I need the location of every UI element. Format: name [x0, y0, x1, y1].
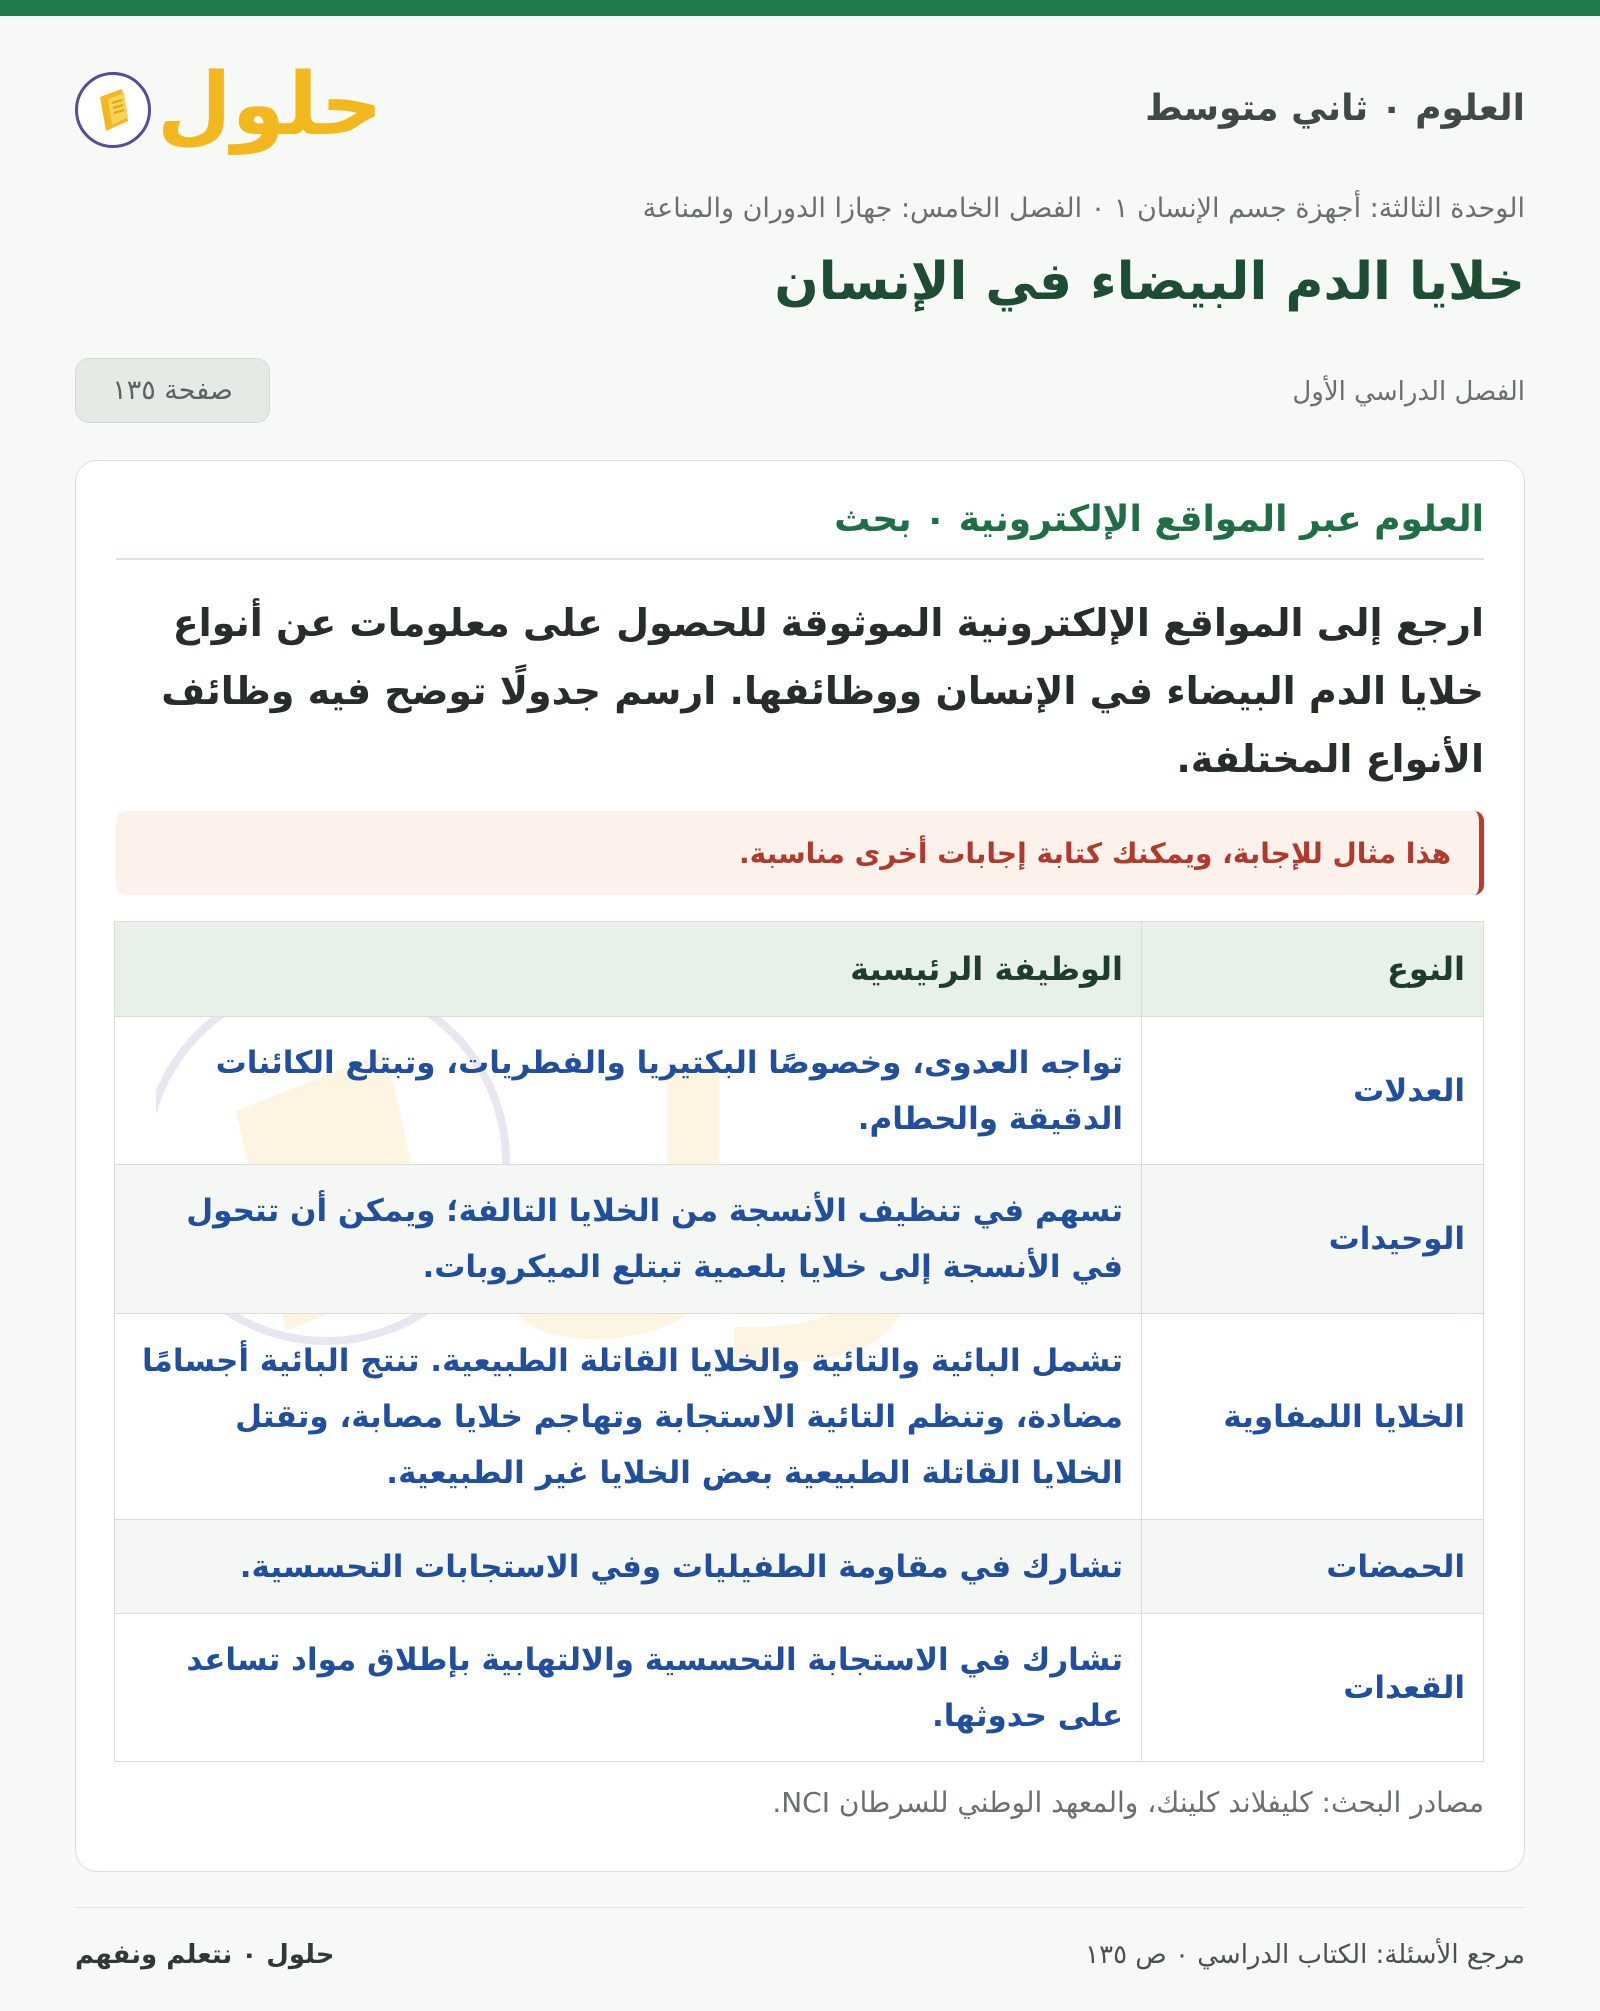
question-card	[75, 460, 1525, 1872]
term-label: الفصل الدراسي الأول	[1292, 377, 1525, 407]
cell-function: تسهم في تنظيف الأنسجة من الخلايا التالفة؛ ويمكن أن تتحول في الأنسجة إلى خلايا بلعمية تبتلع الميكروبات.	[115, 1165, 1142, 1314]
footer-brand[interactable]: حلول ٠ نتعلم ونفهم	[75, 1940, 335, 1970]
table-row	[115, 1165, 1484, 1314]
footer-divider	[75, 1907, 1525, 1908]
logo-wordmark: حلول	[157, 55, 383, 155]
table-header-row	[115, 922, 1484, 1017]
sources-note: مصادر البحث: كليفلاند كلينك، والمعهد الوطني للسرطان NCI.	[772, 1786, 1484, 1819]
column-header-function: الوظيفة الرئيسية	[115, 922, 1142, 1017]
cell-function: تشارك في الاستجابة التحسسية والالتهابية بإطلاق مواد تساعد على حدوثها.	[115, 1614, 1142, 1762]
question-text: ارجع إلى المواقع الإلكترونية الموثوقة للحصول على معلومات عن أنواع خلايا الدم البيضاء في الإنسان ووظائفها. ارسم جدولًا توضح فيه وظائف الأنواع المختلفة.	[161, 601, 1484, 781]
answer-note: هذا مثال للإجابة، ويمكنك كتابة إجابات أخرى مناسبة.	[116, 811, 1484, 895]
table-row	[115, 1017, 1484, 1165]
breadcrumb: الوحدة الثالثة: أجهزة جسم الإنسان ١ ٠ الفصل الخامس: جهازا الدوران والمناعة	[642, 193, 1525, 224]
card-heading: العلوم عبر المواقع الإلكترونية ٠ بحث	[116, 499, 1484, 560]
subject-label: العلوم ٠ ثاني متوسط	[1145, 88, 1525, 129]
footer-reference: مرجع الأسئلة: الكتاب الدراسي ٠ ص ١٣٥	[1085, 1940, 1525, 1970]
cell-function: تشمل البائية والتائية والخلايا القاتلة الطبيعية. تنتج البائية أجسامًا مضادة، وتنظم التائية الاستجابة وتهاجم خلايا مصابة، وتقتل الخلايا القاتلة الطبيعية بعض الخلايا غير الطبيعية.	[115, 1314, 1142, 1520]
table-row	[115, 1520, 1484, 1614]
top-accent-bar	[0, 0, 1600, 16]
cell-type: الحمضات	[1142, 1520, 1484, 1614]
table-row	[115, 1614, 1484, 1762]
cell-type: الوحيدات	[1142, 1165, 1484, 1314]
page-title: خلايا الدم البيضاء في الإنسان	[774, 252, 1525, 312]
logo-book-icon	[75, 72, 151, 148]
page-number-badge: صفحة ١٣٥	[75, 358, 270, 423]
column-header-type: النوع	[1142, 922, 1484, 1017]
cell-function: تواجه العدوى، وخصوصًا البكتيريا والفطريات، وتبتلع الكائنات الدقيقة والحطام.	[115, 1017, 1142, 1165]
table-row	[115, 1314, 1484, 1520]
answer-table	[114, 921, 1484, 1762]
page-header	[75, 50, 1525, 180]
cell-type: العدلات	[1142, 1017, 1484, 1165]
hulul-logo[interactable]	[75, 50, 383, 175]
cell-function: تشارك في مقاومة الطفيليات وفي الاستجابات التحسسية.	[115, 1520, 1142, 1614]
cell-type: القعدات	[1142, 1614, 1484, 1762]
cell-type: الخلايا اللمفاوية	[1142, 1314, 1484, 1520]
